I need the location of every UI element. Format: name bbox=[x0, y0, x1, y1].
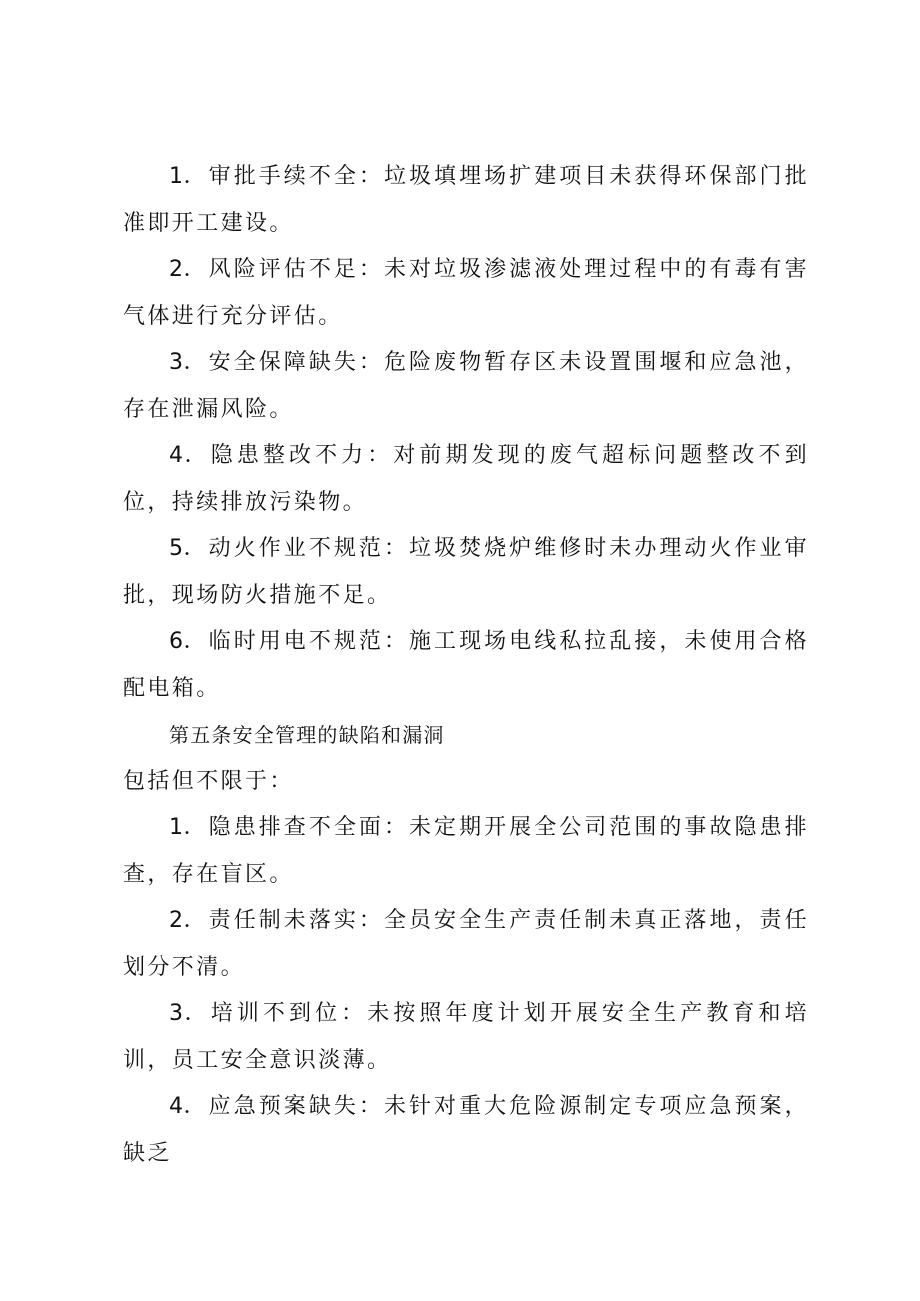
list-item bbox=[123, 154, 809, 247]
item-number: 3 bbox=[169, 1001, 183, 1026]
item-number: 3 bbox=[169, 350, 183, 375]
list-item bbox=[123, 1084, 809, 1177]
item-text: ．隐患排查不全面：未定期开展全公司范围的事故隐患排查，存在盲区。 bbox=[123, 815, 809, 887]
item-number: 4 bbox=[169, 1094, 183, 1119]
list-item bbox=[123, 247, 809, 340]
section-heading: 第五条安全管理的缺陷和漏洞 bbox=[169, 723, 445, 747]
list-item bbox=[123, 991, 809, 1084]
list-item bbox=[123, 433, 809, 526]
item-number: 5 bbox=[169, 536, 183, 561]
document-body bbox=[123, 154, 809, 1177]
item-number: 1 bbox=[169, 815, 183, 840]
item-number: 1 bbox=[169, 164, 183, 189]
item-text: ．培训不到位：未按照年度计划开展安全生产教育和培训，员工安全意识淡薄。 bbox=[123, 1001, 809, 1073]
item-number: 2 bbox=[169, 908, 183, 933]
list-item bbox=[123, 898, 809, 991]
item-text: ．风险评估不足：未对垃圾渗滤液处理过程中的有毒有害气体进行充分评估。 bbox=[123, 257, 809, 329]
section-lead: 包括但不限于： bbox=[123, 768, 294, 794]
item-number: 6 bbox=[169, 629, 183, 654]
item-text: ．审批手续不全：垃圾填埋场扩建项目未获得环保部门批准即开工建设。 bbox=[123, 164, 809, 236]
item-number: 2 bbox=[169, 257, 183, 282]
item-text: ．安全保障缺失：危险废物暂存区未设置围堰和应急池，存在泄漏风险。 bbox=[123, 350, 809, 422]
item-text: ．临时用电不规范：施工现场电线私拉乱接，未使用合格配电箱。 bbox=[123, 629, 809, 701]
list-item bbox=[123, 619, 809, 712]
list-item bbox=[123, 526, 809, 619]
item-text: ．应急预案缺失：未针对重大危险源制定专项应急预案，缺乏 bbox=[123, 1094, 809, 1166]
list-item bbox=[123, 805, 809, 898]
item-text: ．责任制未落实：全员安全生产责任制未真正落地，责任划分不清。 bbox=[123, 908, 809, 980]
item-number: 4 bbox=[169, 443, 183, 468]
list-item bbox=[123, 340, 809, 433]
item-text: ．动火作业不规范：垃圾焚烧炉维修时未办理动火作业审批，现场防火措施不足。 bbox=[123, 536, 809, 608]
item-text: ．隐患整改不力：对前期发现的废气超标问题整改不到位，持续排放污染物。 bbox=[123, 443, 809, 515]
